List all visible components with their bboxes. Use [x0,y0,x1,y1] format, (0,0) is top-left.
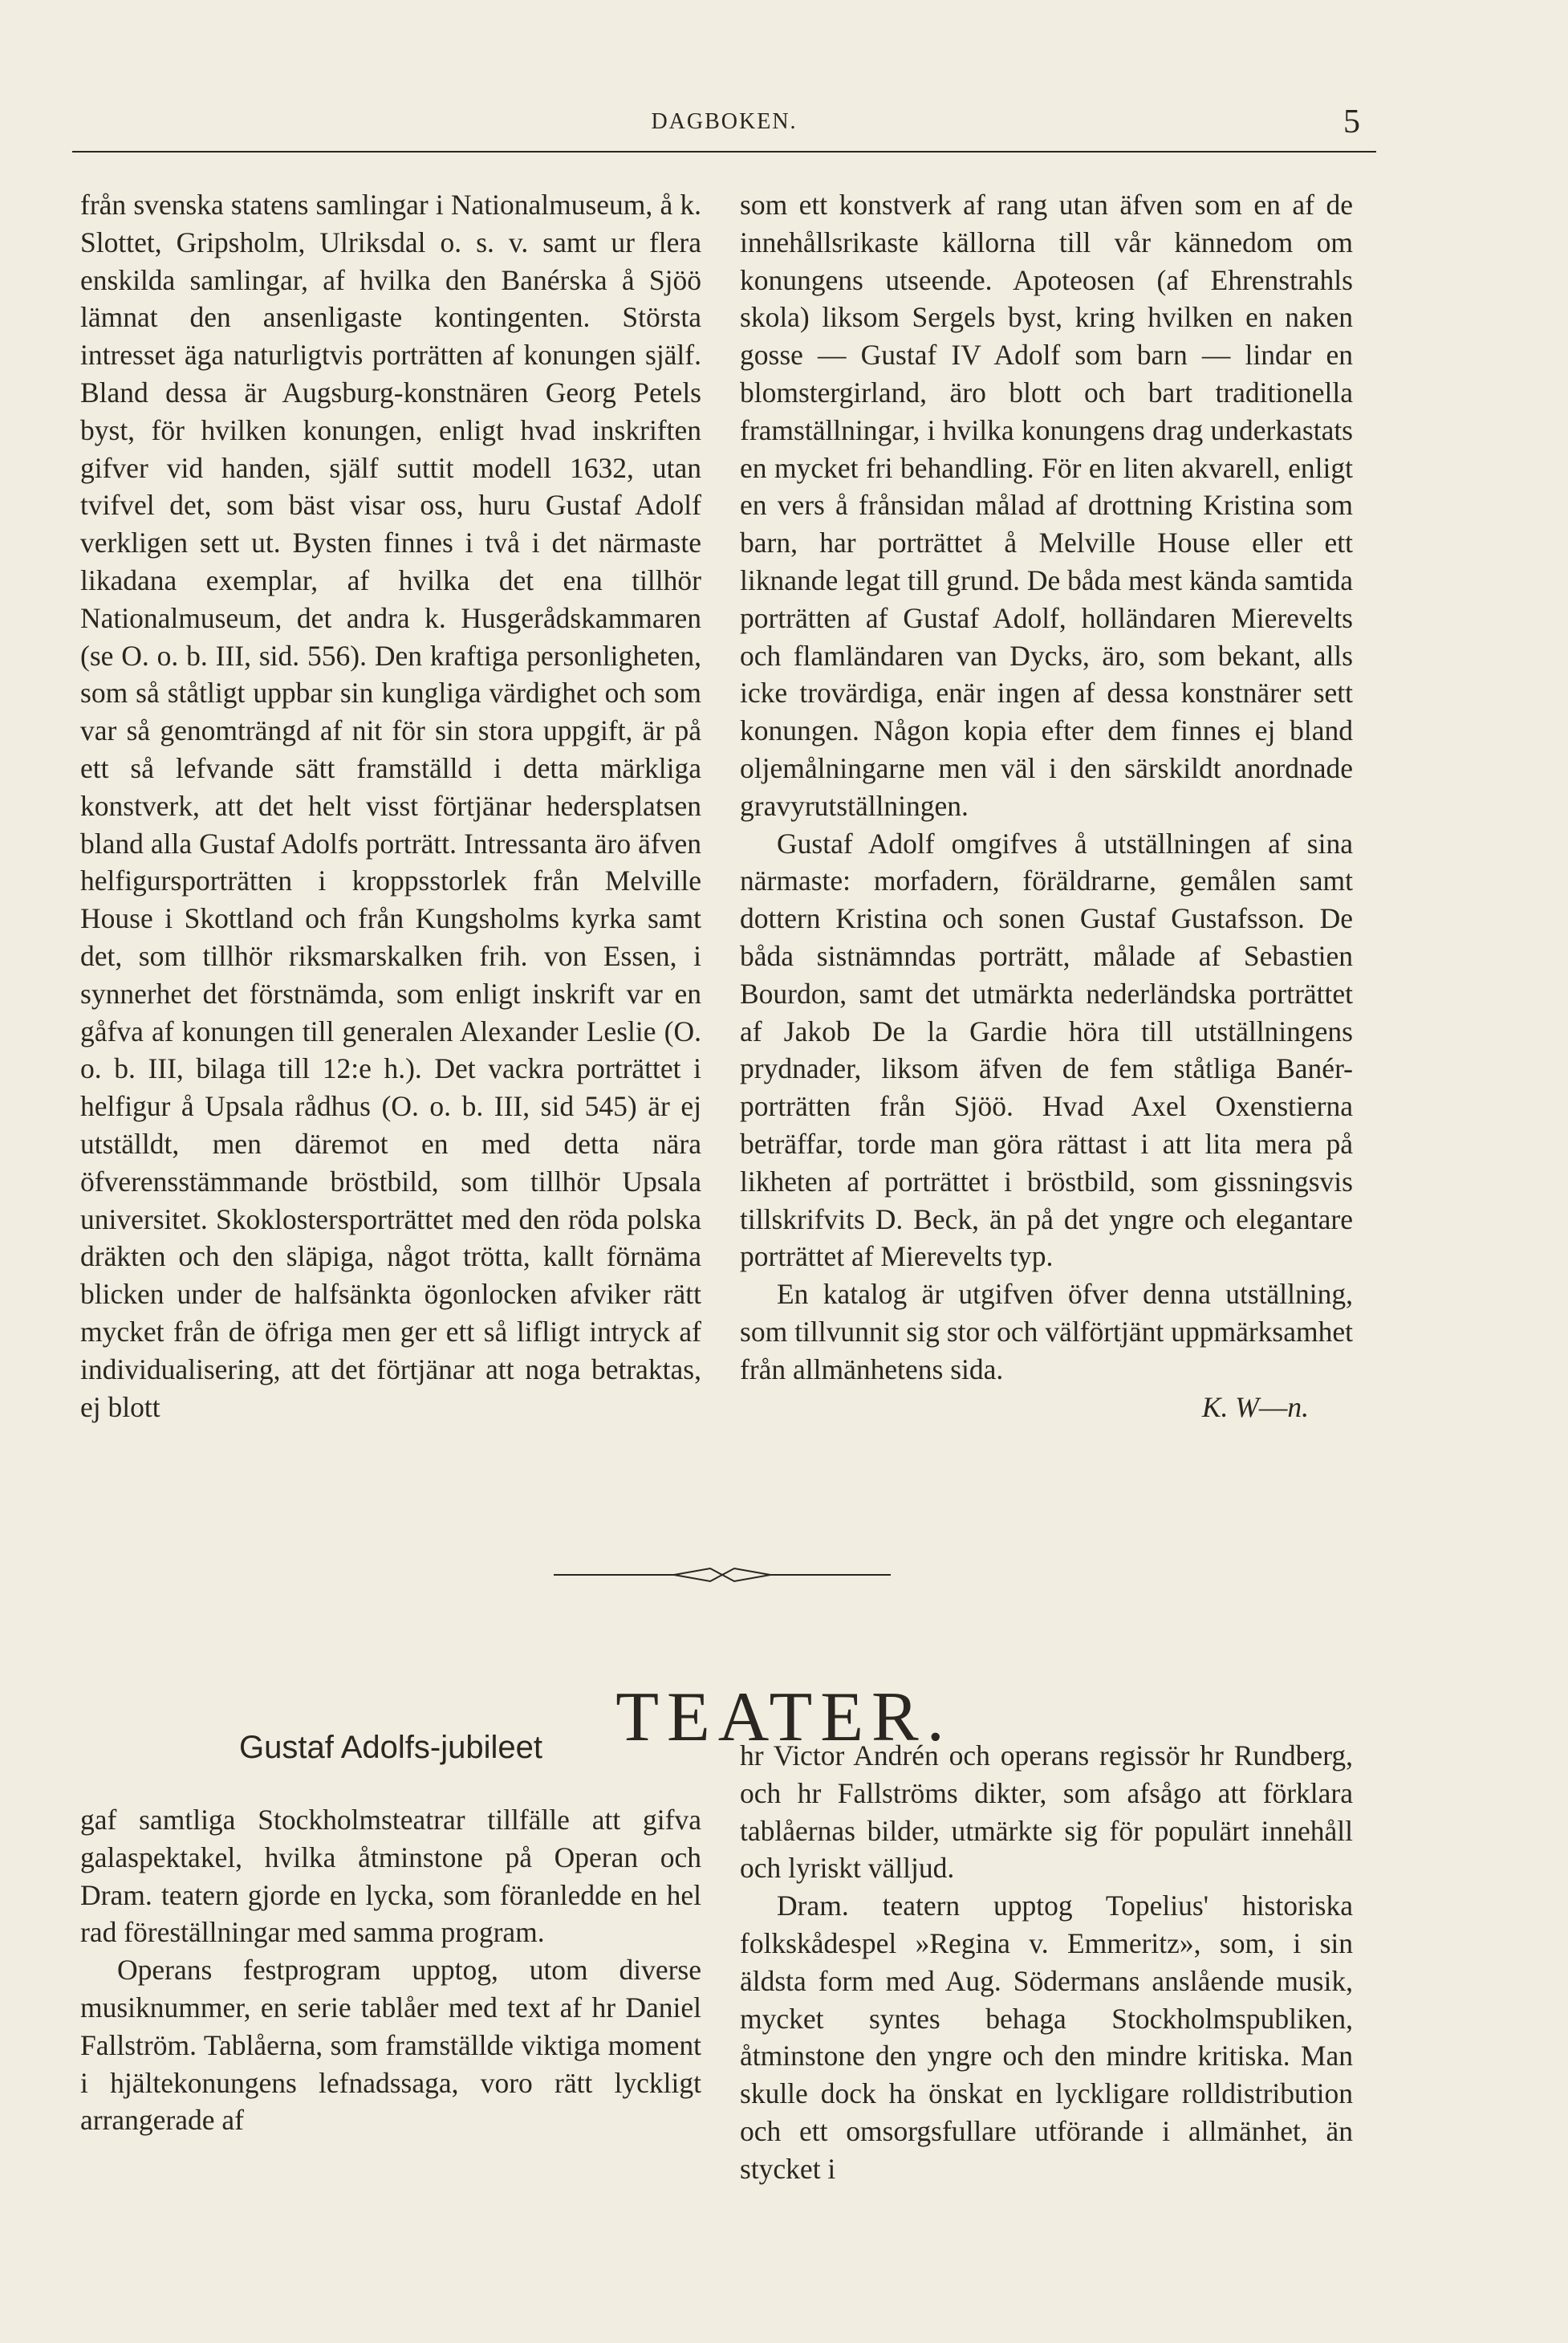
article-paragraph: Gustaf Adolf omgifves å utställningen af sina närmaste: morfadern, föräldrarne, gemålen samt dottern Kristina och sonen Gustaf Gustafsson. De båda sistnämndas porträtt, målade af Sebastien Bourdon, samt det utmärkta nederländska porträttet af Jakob De la Gardie höra till utställningens prydnader, liksom äfven de fem ståtliga Banér-porträtten från Sjöö. Hvad Axel Oxenstierna beträffar, torde man göra rättast i att lita mera på likheten af porträttet i bröstbild, som gissningsvis tillskrifvits D. Beck, än på det yngre och elegantare porträttet af Mierevelts typ. [740,827,1353,1273]
teater-left-column [80,1801,701,2139]
article-paragraph: från svenska statens samlingar i Nationalmuseum, å k. Slottet, Gripsholm, Ulriksdal o. s. v. samt ur flera enskilda samlingar, af hvilka den Banérska å Sjöö lämnat den ansenligaste kontingenten. Största intresset äga naturligtvis porträtten af konungen själf. Bland dessa är Augsburg-konstnären Georg Petels byst, för hvilken konungen, enligt hvad inskriften gifver vid handen, själf suttit modell 1632, utan tvifvel det, som bäst visar oss, huru Gustaf Adolf verkligen sett ut. Bysten finnes i två i det närmaste likadana exemplar, af hvilka det ena tillhör Nationalmuseum, det andra k. Husgerådskammaren (se O. o. b. III, sid. 556). Den kraftiga personligheten, som så ståtligt uppbar sin kungliga värdighet och som var så genomträngd af nit för sin stora uppgift, är på ett så lefvande sätt framställd i detta märkliga konstverk, att det helt visst förtjänar hedersplatsen bland alla Gustaf Adolfs porträtt. Intressanta äro äfven helfigursporträtten i kroppsstorlek från Melville House i Skottland och från Kungsholms kyrka samt det, som tillhör riksmarskalken frih. von Essen, i synnerhet det förstnämda, som enligt inskrift var en gåfva af konungen till generalen Alexander Leslie (O. o. b. III, bilaga till 12:e h.). Det vackra porträttet i helfigur å Upsala rådhus (O. o. b. III, sid 545) är ej utställdt, men däremot en med detta nära öfverensstämmande bröstbild, som tillhör Upsala universitet. Skoklostersporträttet med den röda polska dräkten och den släpiga, något trötta, kallt förnäma blicken under de halfsänkta ögonlocken afviker rätt mycket från de öfriga men ger ett så lifligt intryck af individualisering, att det förtjänar att noga betraktas, ej blott [80,189,701,1423]
article-left-column [80,186,701,1426]
article-paragraph: En katalog är utgifven öfver denna utställning, som tillvunnit sig stor och välförtjänt uppmärksamhet från allmänhetens sida. [740,1278,1353,1385]
teater-right-column [740,1737,1353,2188]
article-paragraph: som ett konstverk af rang utan äfven som en af de innehållsrikaste källorna till vår kännedom om konungens utseende. Apoteosen (af Ehrenstrahls skola) liksom Sergels byst, kring hvilken en naken gosse — Gustaf IV Adolf som barn — lindar en blomstergirland, äro blott och bart traditionella framställningar, i hvilka konungens drag underkastats en mycket fri behandling. För en liten akvarell, enligt en vers å frånsidan målad af drottning Kristina som barn, har porträttet å Melville House eller ett liknande legat till grund. De båda mest kända samtida porträtten af Gustaf Adolf, holländaren Mierevelts och flamländaren van Dycks, äro, som bekant, alls icke trovärdiga, enär ingen af dessa konstnärer sett konungen. Någon kopia efter dem finnes ej bland oljemålningarne men väl i den särskildt anordnade gravyrutställningen. [740,189,1354,822]
teater-paragraph: Operans festprogram upptog, utom diverse musiknummer, en serie tablåer med text af hr Daniel Fallström. Tablåerna, som framställde viktiga moment i hjältekonungens lefnadssaga, voro rätt lyckligt arrangerade af [80,1954,701,2137]
running-head: DAGBOKEN. [651,109,798,134]
section-divider-ornament [554,1559,891,1591]
page-number: 5 [1343,104,1360,140]
article-right-column [740,186,1353,1426]
author-signature: K. W––n. [1201,1390,1309,1423]
teater-paragraph: Dram. teatern upptog Topelius' historiska folkskådespel »Regina v. Emmeritz», som, i sin äldsta form med Aug. Södermans anslående musik, mycket syntes behaga Stockholmspubliken, åtminstone den yngre och den mindre kritiska. Man skulle dock ha önskat en lyckligare rolldistribution och ett omsorgsfullare utförande i allmänhet, än stycket i [740,1889,1353,2185]
teater-paragraph: gaf samtliga Stockholmsteatrar tillfälle att gifva galaspektakel, hvilka åtminstone på Operan och Dram. teatern gjorde en lycka, som föranledde en hel rad föreställningar med samma program. [80,1804,701,1949]
section-subheading: Gustaf Adolfs-jubileet [239,1730,542,1765]
teater-paragraph: hr Victor Andrén och operans regissör hr Rundberg, och hr Fallströms dikter, som afsågo att förklara tablåernas bilder, utmärkte sig för populärt innehåll och lyriskt välljud. [740,1739,1353,1885]
page-header [72,103,1376,153]
section-title: TEATER. [615,1678,953,1756]
